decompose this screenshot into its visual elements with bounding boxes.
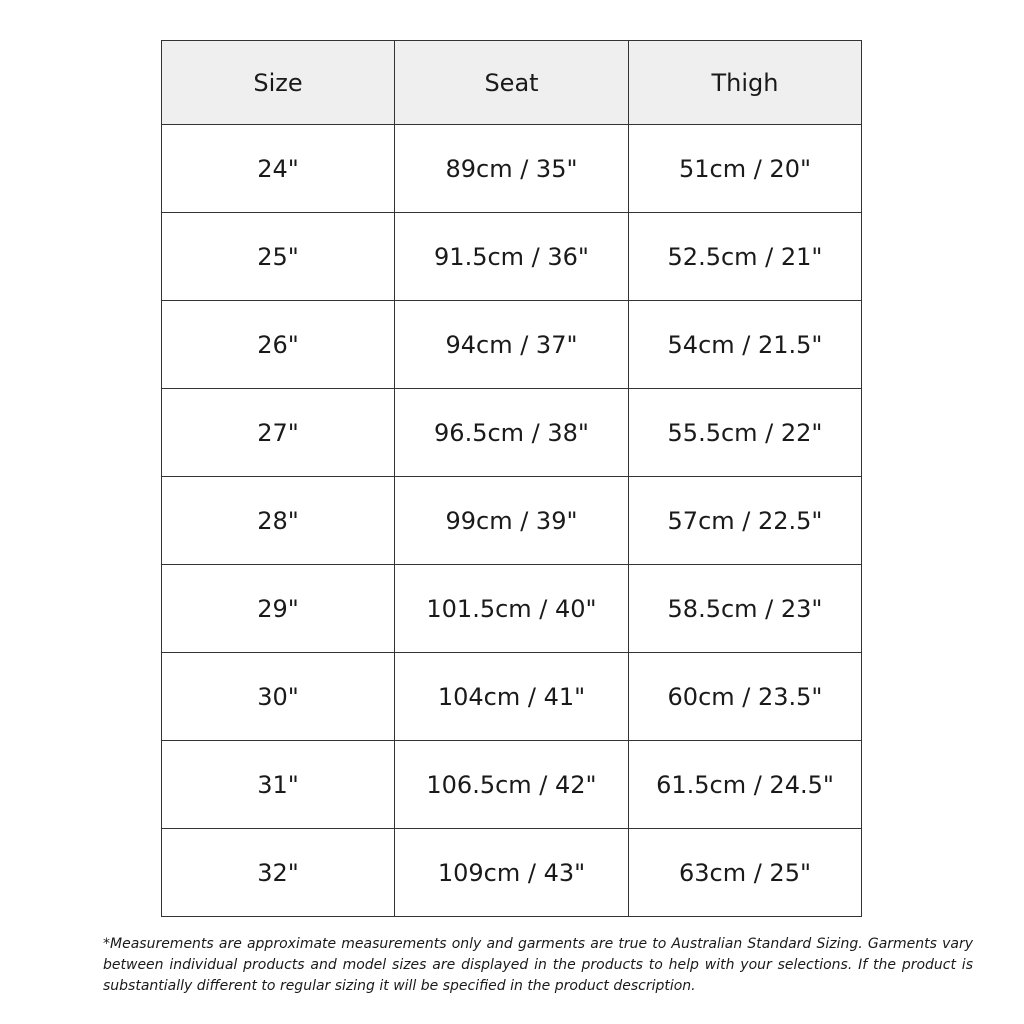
- cell-thigh: 51cm / 20": [629, 125, 862, 213]
- cell-seat: 104cm / 41": [395, 653, 629, 741]
- header-size: Size: [162, 41, 395, 125]
- cell-thigh: 63cm / 25": [629, 829, 862, 917]
- table-body: [162, 125, 862, 917]
- table-row: [162, 653, 862, 741]
- cell-size: 29": [162, 565, 395, 653]
- cell-thigh: 61.5cm / 24.5": [629, 741, 862, 829]
- size-chart-table: [161, 40, 862, 917]
- cell-size: 32": [162, 829, 395, 917]
- cell-seat: 94cm / 37": [395, 301, 629, 389]
- table-row: [162, 829, 862, 917]
- cell-seat: 109cm / 43": [395, 829, 629, 917]
- cell-thigh: 54cm / 21.5": [629, 301, 862, 389]
- cell-seat: 106.5cm / 42": [395, 741, 629, 829]
- sizing-disclaimer-note: *Measurements are approximate measurements only and garments are true to Australian Standard Sizing. Garments vary between individual products and model sizes are displayed in the products to help with your selections. If the product is substantially different to regular sizing it will be specified in the product description.: [103, 936, 973, 994]
- header-row: [162, 41, 862, 125]
- cell-seat: 96.5cm / 38": [395, 389, 629, 477]
- header-seat: Seat: [395, 41, 629, 125]
- table-header: [162, 41, 862, 125]
- cell-size: 26": [162, 301, 395, 389]
- table-row: [162, 389, 862, 477]
- table-row: [162, 301, 862, 389]
- cell-thigh: 55.5cm / 22": [629, 389, 862, 477]
- table-row: [162, 213, 862, 301]
- cell-thigh: 58.5cm / 23": [629, 565, 862, 653]
- cell-thigh: 60cm / 23.5": [629, 653, 862, 741]
- table-row: [162, 565, 862, 653]
- cell-thigh: 57cm / 22.5": [629, 477, 862, 565]
- cell-size: 24": [162, 125, 395, 213]
- cell-seat: 101.5cm / 40": [395, 565, 629, 653]
- cell-size: 27": [162, 389, 395, 477]
- table-row: [162, 741, 862, 829]
- cell-size: 28": [162, 477, 395, 565]
- cell-size: 25": [162, 213, 395, 301]
- cell-seat: 89cm / 35": [395, 125, 629, 213]
- cell-size: 31": [162, 741, 395, 829]
- cell-size: 30": [162, 653, 395, 741]
- table-row: [162, 125, 862, 213]
- cell-seat: 99cm / 39": [395, 477, 629, 565]
- cell-seat: 91.5cm / 36": [395, 213, 629, 301]
- table-row: [162, 477, 862, 565]
- cell-thigh: 52.5cm / 21": [629, 213, 862, 301]
- header-thigh: Thigh: [629, 41, 862, 125]
